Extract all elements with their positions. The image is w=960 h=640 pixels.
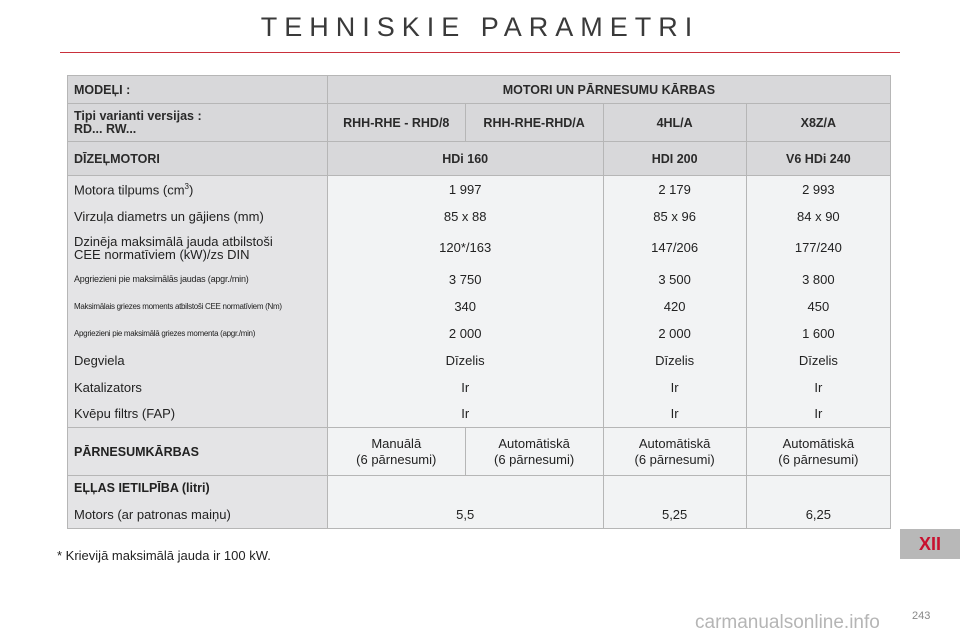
spec-label: Degviela: [68, 347, 328, 374]
diesel-engines-label: DĪZEĻMOTORI: [68, 142, 328, 176]
title-rule: [60, 52, 900, 53]
gearbox-col-3: [603, 428, 746, 476]
spec-value: Ir: [327, 374, 603, 401]
spec-row: [68, 230, 891, 266]
gearbox-gears: (6 pārnesumi): [778, 451, 859, 467]
oil-capacity-title: EĻĻAS IETILPĪBA (litri): [68, 476, 328, 501]
type-col-3: 4HL/A: [603, 104, 746, 142]
watermark: carmanualsonline.info: [695, 612, 880, 633]
engine-v6hdi240: V6 HDi 240: [746, 142, 890, 176]
gearbox-type: Manuālā: [371, 435, 422, 451]
spec-row: [68, 347, 891, 374]
spec-value: 2 000: [603, 320, 746, 347]
footnote: * Krievijā maksimālā jauda ir 100 kW.: [57, 548, 271, 563]
spec-label: Motora tilpums $(cm^3)$: [68, 176, 328, 203]
header-row-models: [68, 76, 891, 104]
engine-hdi160: HDi 160: [327, 142, 603, 176]
spec-value: Ir: [746, 374, 890, 401]
spec-value: 177/240: [746, 230, 890, 266]
spec-value: Dīzelis: [603, 347, 746, 374]
spec-row: [68, 266, 891, 293]
spec-value: 2 179: [603, 176, 746, 203]
header-types-line2: RD... RW...: [74, 121, 137, 136]
oil-title-row: [68, 476, 891, 501]
spec-row: [68, 203, 891, 230]
spec-label-line1: Dzinēja maksimālā jauda atbilstoši: [74, 233, 273, 249]
spec-value: 120*/163: [327, 230, 603, 266]
gearbox-col-4: [746, 428, 890, 476]
gearbox-gears: (6 pārnesumi): [356, 451, 437, 467]
spec-label: Kvēpu filtrs (FAP): [68, 401, 328, 428]
spec-label: Apgriezieni pie maksimālā griezes momenta (apgr./min): [68, 320, 328, 347]
header-row-types: [68, 104, 891, 142]
gearbox-col-1: [327, 428, 465, 476]
spec-value: 3 800: [746, 266, 890, 293]
header-row-diesel: [68, 142, 891, 176]
spec-value: Ir: [603, 374, 746, 401]
spec-value: Ir: [327, 401, 603, 428]
spec-value: 85 x 88: [327, 203, 603, 230]
spec-value: 1 600: [746, 320, 890, 347]
oil-value: 5,5: [327, 501, 603, 529]
page-number: 243: [912, 610, 931, 622]
spec-value: 420: [603, 293, 746, 320]
spec-label: Apgriezieni pie maksimālās jaudas (apgr./min): [68, 266, 328, 293]
spec-value: Dīzelis: [746, 347, 890, 374]
oil-spacer: [603, 476, 746, 501]
gearbox-gears: (6 pārnesumi): [634, 451, 715, 467]
spec-row: [68, 320, 891, 347]
spec-label: Virzuļa diametrs un gājiens (mm): [68, 203, 328, 230]
spec-value: 3 500: [603, 266, 746, 293]
gearbox-type: Automātiskā: [498, 435, 570, 451]
spec-value: 340: [327, 293, 603, 320]
page-title: TEHNISKIE PARAMETRI: [260, 12, 700, 42]
spec-label: Katalizators: [68, 374, 328, 401]
spec-value: 85 x 96: [603, 203, 746, 230]
header-engines-gearboxes: MOTORI UN PĀRNESUMU KĀRBAS: [327, 76, 890, 104]
spec-row: [68, 401, 891, 428]
chapter-tab: XII: [900, 529, 960, 559]
spec-label-line2: CEE normatīviem (kW)/zs DIN: [74, 246, 250, 262]
spec-row: [68, 374, 891, 401]
spec-label: Maksimālais griezes moments atbilstoši CEE normatīviem (Nm): [68, 293, 328, 320]
spec-row: [68, 176, 891, 203]
specs-table: [67, 75, 891, 529]
oil-row: [68, 501, 891, 529]
oil-spacer: [746, 476, 890, 501]
spec-row: [68, 293, 891, 320]
engine-hdi200: HDI 200: [603, 142, 746, 176]
spec-value: Dīzelis: [327, 347, 603, 374]
gearbox-row: [68, 428, 891, 476]
header-models-label: MODEĻI :: [68, 76, 328, 104]
spec-value: 2 993: [746, 176, 890, 203]
spec-value: 450: [746, 293, 890, 320]
oil-spacer: [327, 476, 603, 501]
spec-value: 84 x 90: [746, 203, 890, 230]
type-col-1: RHH-RHE - RHD/8: [327, 104, 465, 142]
oil-value: 5,25: [603, 501, 746, 529]
spec-value: 2 000: [327, 320, 603, 347]
spec-value: Ir: [603, 401, 746, 428]
oil-value: 6,25: [746, 501, 890, 529]
spec-value: 147/206: [603, 230, 746, 266]
type-col-4: X8Z/A: [746, 104, 890, 142]
oil-label: Motors (ar patronas maiņu): [68, 501, 328, 529]
spec-label: [68, 230, 328, 266]
spec-value: Ir: [746, 401, 890, 428]
spec-value: 3 750: [327, 266, 603, 293]
gearbox-col-2: [465, 428, 603, 476]
header-types-line1: Tipi varianti versijas :: [74, 108, 202, 123]
spec-value: 1 997: [327, 176, 603, 203]
gearbox-gears: (6 pārnesumi): [494, 451, 575, 467]
type-col-2: RHH-RHE-RHD/A: [465, 104, 603, 142]
gearbox-type: Automātiskā: [782, 435, 855, 451]
gearbox-label: PĀRNESUMKĀRBAS: [68, 428, 328, 476]
header-types-label: [68, 104, 328, 142]
gearbox-type: Automātiskā: [638, 435, 711, 451]
